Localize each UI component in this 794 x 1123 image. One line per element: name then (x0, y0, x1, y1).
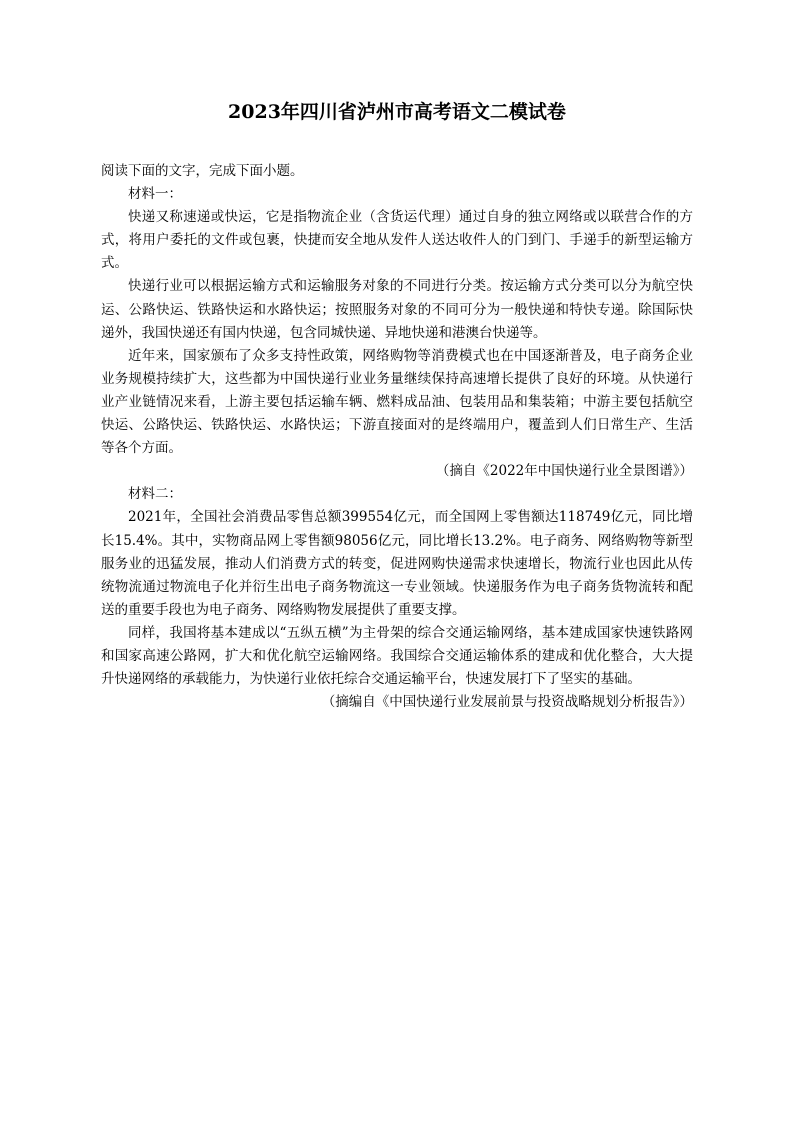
material-one-paragraph: 快递行业可以根据运输方式和运输服务对象的不同进行分类。按运输方式分类可以分为航空快运、公路快运、铁路快运和水路快运；按照服务对象的不同可分为一般快递和特快专递。除国际快递外，我国快递还有国内快递，包含同城快递、异地快递和港澳台快递等。 (101, 278, 693, 341)
page-title: 2023年四川省泸州市高考语文二模试卷 (228, 101, 566, 123)
material-two-paragraph: 同样，我国将基本建成以“五纵五横”为主骨架的综合交通运输网络，基本建成国家快速铁路网和国家高速公路网，扩大和优化航空运输网络。我国综合交通运输体系的建成和优化整合，大大提升快递网络的承载能力，为快递行业依托综合交通运输平台，快速发展打下了坚实的基础。 (101, 624, 693, 688)
material-two-heading: 材料二： (128, 486, 182, 503)
material-one-source: （摘自《2022年中国快递行业全景图谱》） (435, 463, 693, 480)
instruction-text: 阅读下面的文字，完成下面小题。 (101, 163, 304, 179)
reading-passage (101, 160, 693, 714)
material-one-paragraph: 近年来，国家颁布了众多支持性政策，网络购物等消费模式也在中国逐渐普及，电子商务企业业务规模持续扩大，这些都为中国快递行业业务量继续保持高速增长提供了良好的环境。从快递行业产业链情况来看，上游主要包括运输车辆、燃料成品油、包装用品和集装箱；中游主要包括航空快运、公路快运、铁路快运、水路快运；下游直接面对的是终端用户，覆盖到人们日常生产、生活等各个方面。 (101, 347, 693, 457)
material-two-paragraph: 2021年，全国社会消费品零售总额399554亿元，而全国网上零售额达118749亿元，同比增长15.4%。其中，实物商品网上零售额98056亿元，同比增长13.2%。电子商务、网络购物等新型服务业的迅猛发展，推动人们消费方式的转变，促进网购快递需求快速增长，物流行业也因此从传统物流通过物流电子化并衍生出电子商务物流这一专业领域。快递服务作为电子商务货物流转和配送的重要手段也为电子商务、网络购物发展提供了重要支撑。 (101, 509, 693, 618)
material-one-heading: 材料一： (128, 186, 182, 203)
material-two-source: （摘编自《中国快递行业发展前景与投资战略规划分析报告》） (321, 694, 693, 711)
material-one-paragraph: 快递又称速递或快运，它是指物流企业（含货运代理）通过自身的独立网络或以联营合作的方式，将用户委托的文件或包裹，快捷而安全地从发件人送达收件人的门到门、手递手的新型运输方式。 (101, 209, 693, 272)
